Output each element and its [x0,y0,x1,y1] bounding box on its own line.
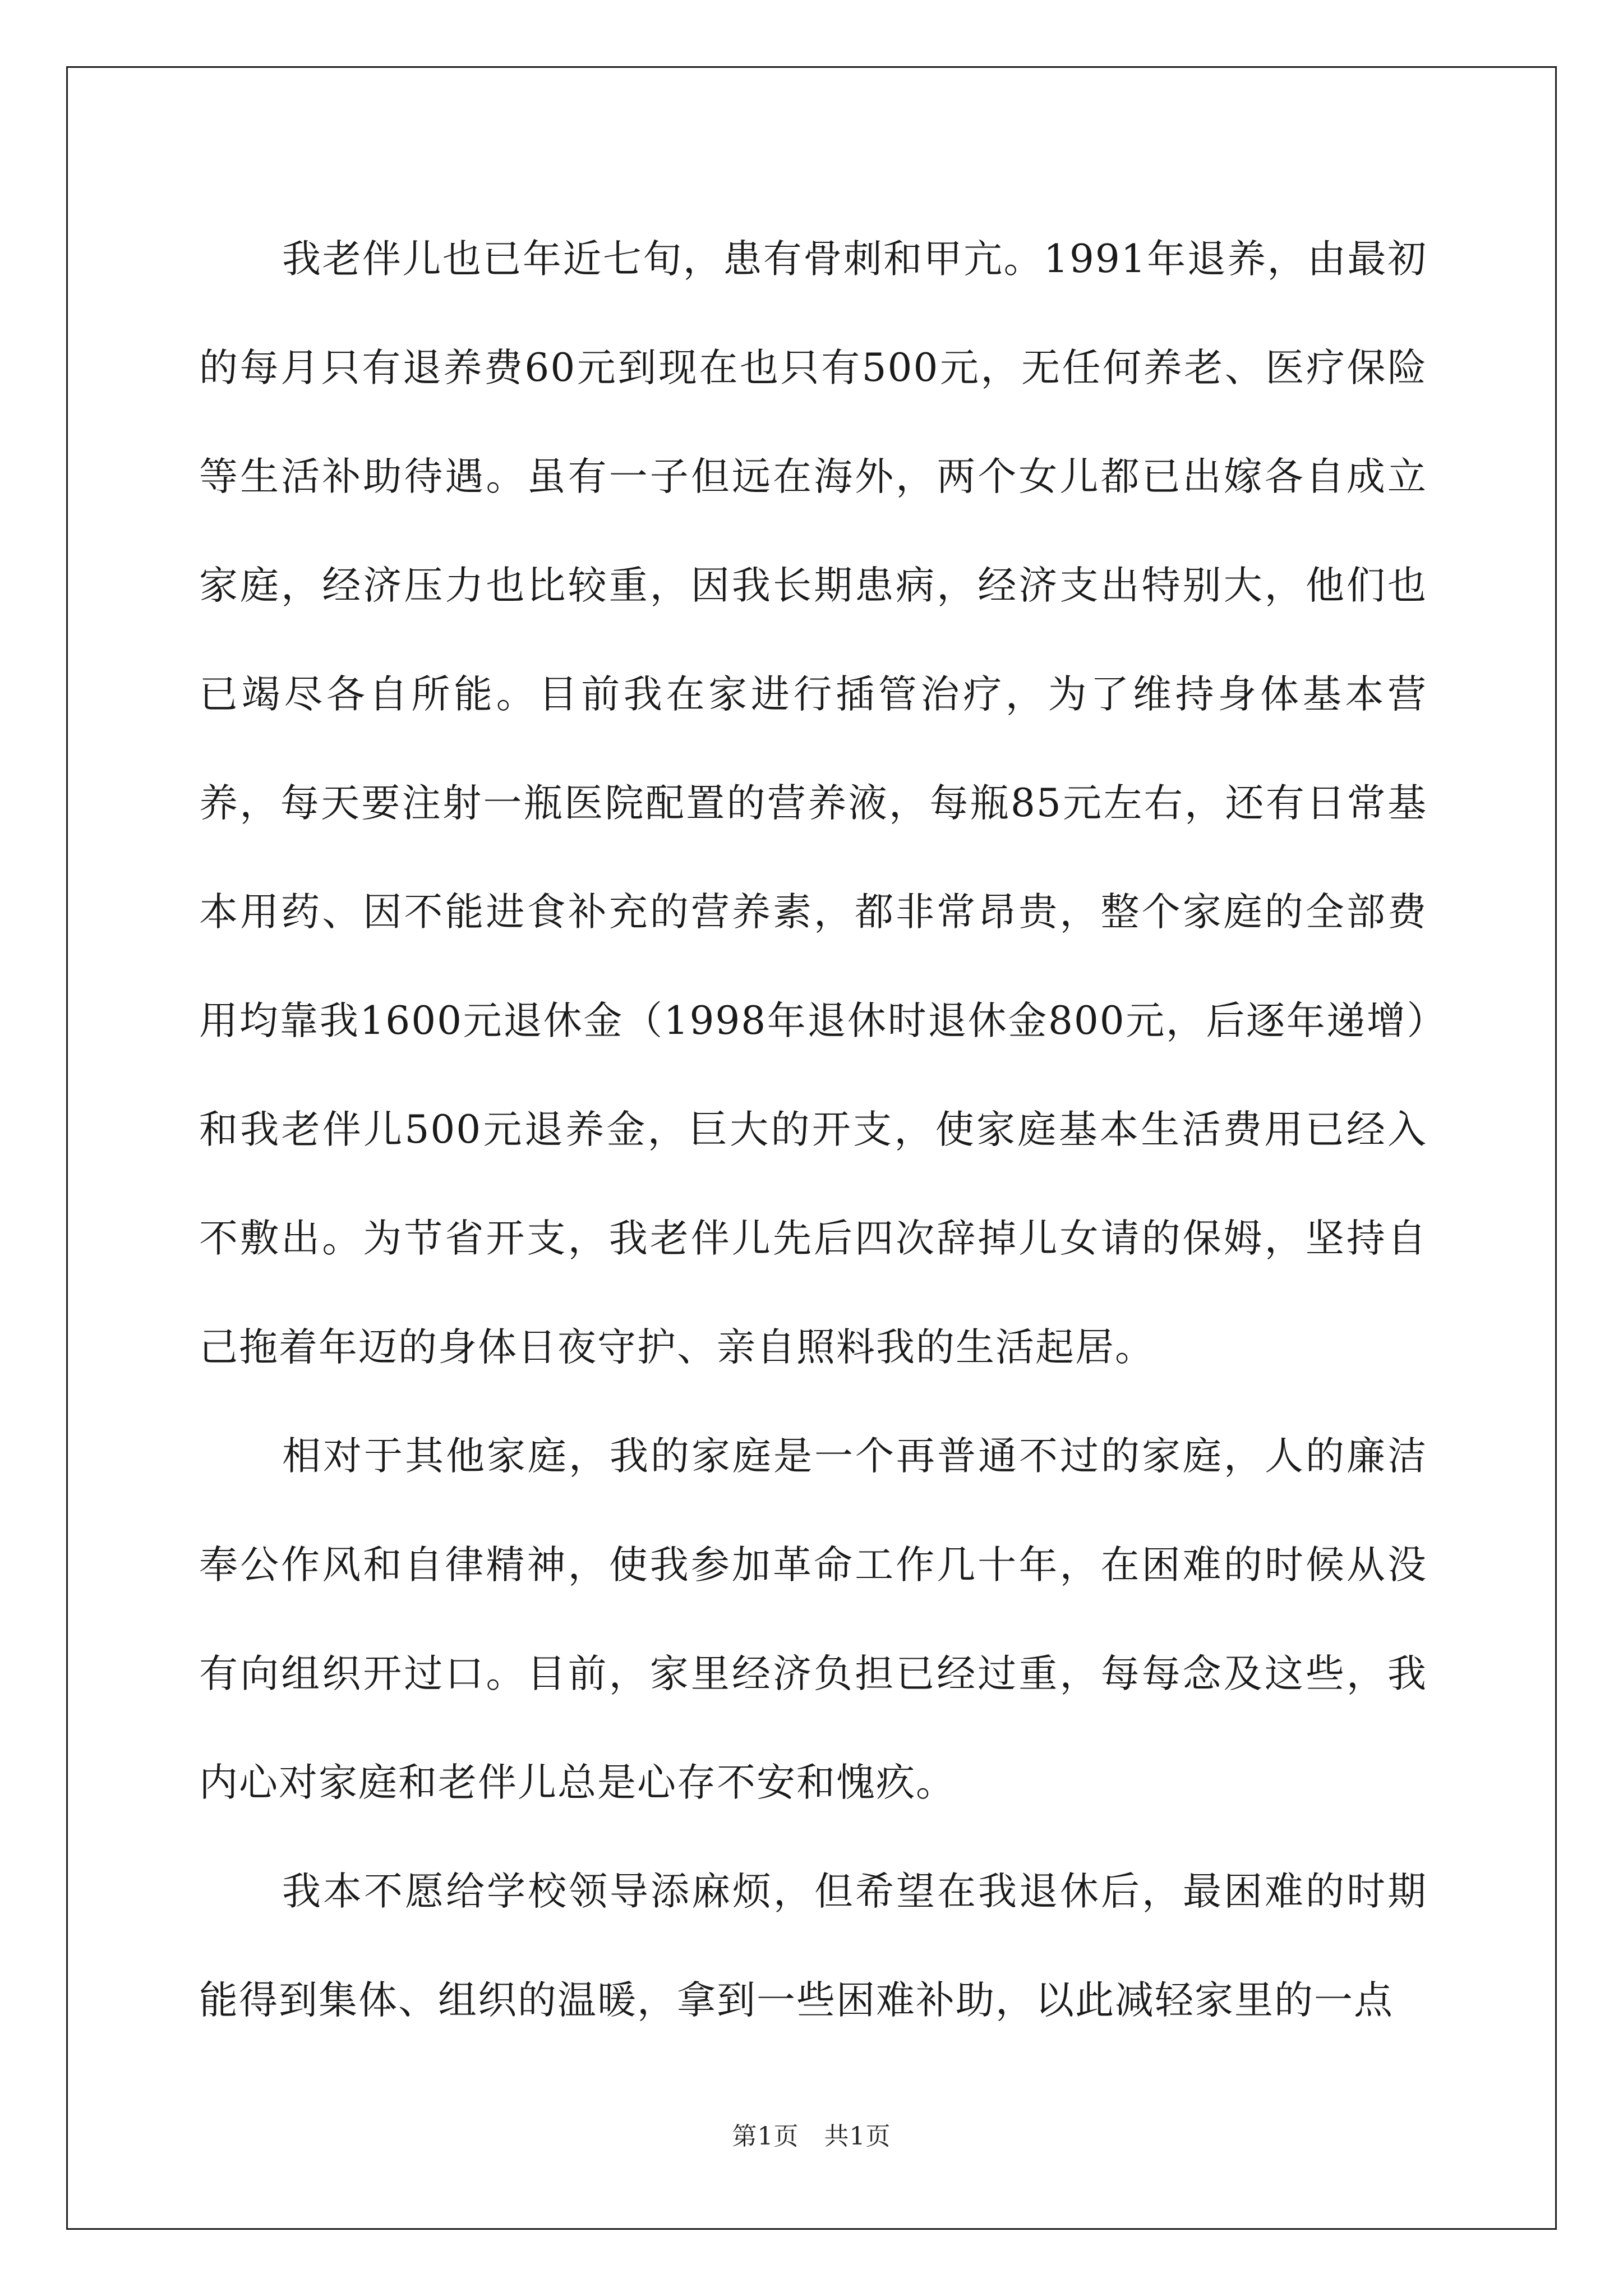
document-body [199,205,1427,2055]
paragraph-1: 我老伴儿也已年近七旬，患有骨刺和甲亢。1991年退养，由最初的每月只有退养费60元到现在也只有500元，无任何养老、医疗保险等生活补助待遇。虽有一子但远在海外，两个女儿都已出嫁各自成立家庭，经济压力也比较重，因我长期患病，经济支出特别大，他们也已竭尽各自所能。目前我在家进行插管治疗，为了维持身体基本营养，每天要注射一瓶医院配置的营养液，每瓶85元左右，还有日常基本用药、因不能进食补充的营养素，都非常昂贵，整个家庭的全部费用均靠我1600元退休金（1998年退休时退休金800元，后逐年递增）和我老伴儿500元退养金，巨大的开支，使家庭基本生活费用已经入不敷出。为节省开支，我老伴儿先后四次辞掉儿女请的保姆，坚持自己拖着年迈的身体日夜守护、亲自照料我的生活起居。 [199,237,1427,1370]
paragraph-2: 相对于其他家庭，我的家庭是一个再普通不过的家庭，人的廉洁奉公作风和自律精神，使我参加革命工作几十年，在困难的时候从没有向组织开过口。目前，家里经济负担已经过重，每每念及这些，我内心对家庭和老伴儿总是心存不安和愧疚。 [199,1434,1427,1805]
page-total: 共1页 [824,2122,891,2151]
page-number: 第1页 [732,2122,799,2151]
footer-gap [799,2122,824,2151]
page-footer [0,2116,1623,2152]
paragraph-3: 我本不愿给学校领导添麻烦，但希望在我退休后，最困难的时期能得到集体、组织的温暖，拿到一些困难补助，以此减轻家里的一点 [199,1869,1427,2023]
